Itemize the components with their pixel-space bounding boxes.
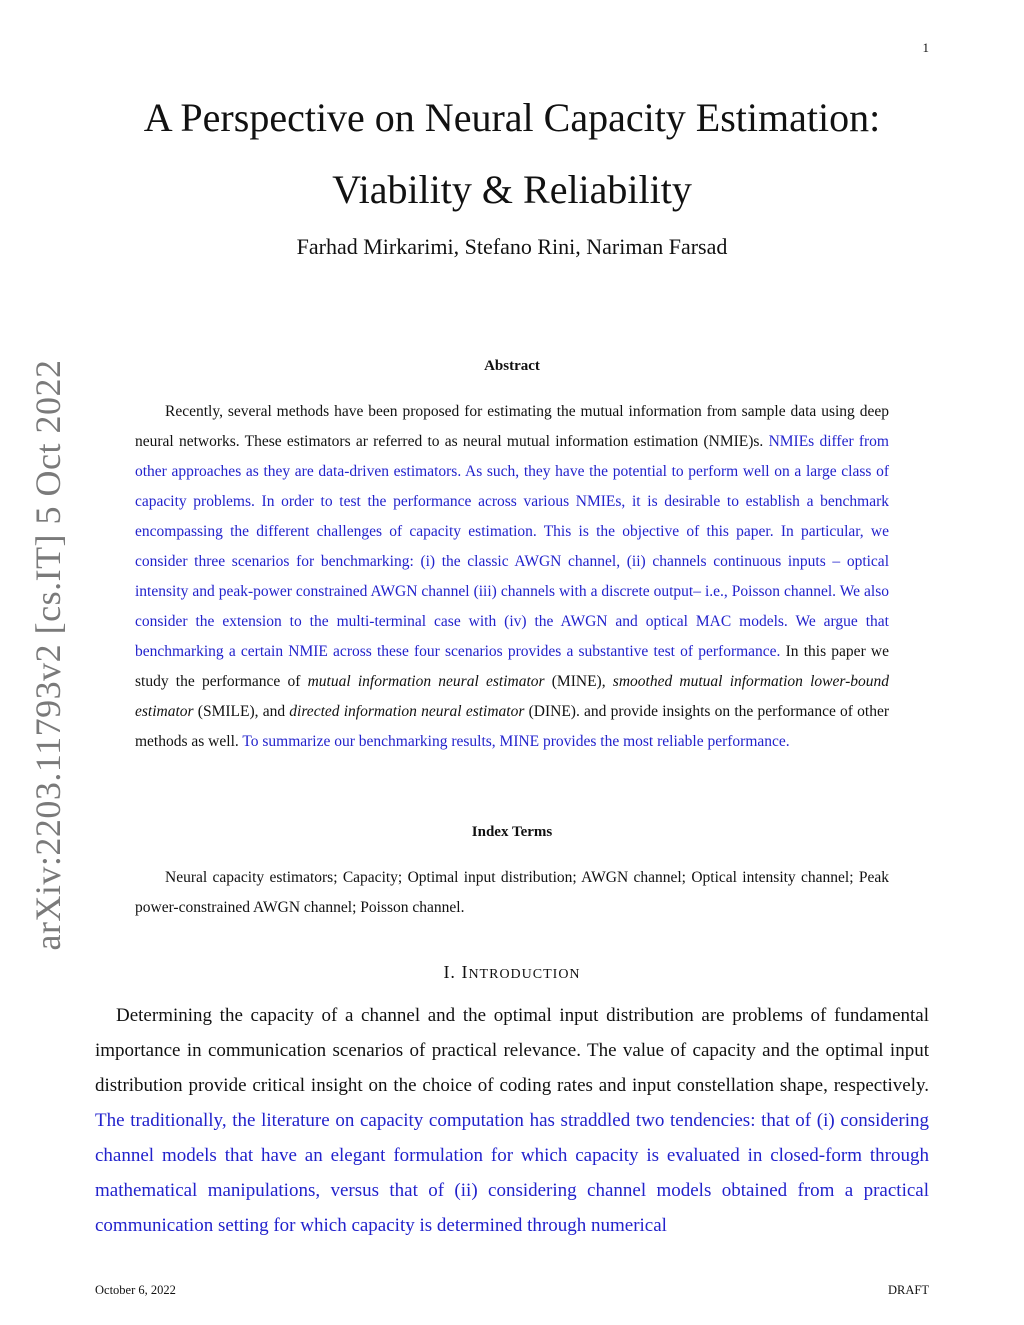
page-number: 1 [922,40,929,55]
title-line-2: Viability & Reliability [332,167,692,212]
dine-abbreviation: (DINE). and provide insights on the performance of other methods as well. [135,703,890,750]
abstract-sentence-1: Recently, several methods have been proposed for estimating the mutual information from sample data using deep neural networks. These estimators ar referred to as neural mutual information estimation (NMIE)s. [135,403,889,450]
index-terms-body: Neural capacity estimators; Capacity; Optimal input distribution; AWGN channel; Optical intensity channel; Peak power-constrained AWGN channel; Poisson channel. [135,869,889,916]
mine-abbreviation: (MINE), [551,673,606,690]
introduction-paragraph [95,998,929,1243]
section-title-initial: I [461,962,469,982]
footer-draft-label: DRAFT [888,1283,929,1297]
author-list: Farhad Mirkarimi, Stefano Rini, Nariman Farsad [296,234,728,259]
mine-name: mutual information neural estimator [307,673,545,690]
smile-name: smoothed mutual information lower-bound estimator [135,673,890,720]
section-title-smallcaps: NTRODUCTION [468,967,581,982]
abstract-body [135,397,889,757]
footer-date: October 6, 2022 [95,1283,176,1297]
abstract-study-text: In this paper we study the performance of [135,643,889,690]
title-line-1: A Perspective on Neural Capacity Estimation: [143,95,881,140]
dine-name: directed information neural estimator [289,703,525,720]
abstract-revised-text: NMIEs differ from other approaches as they are data-driven estimators. As such, they have the potential to perform well on a large class of capacity problems. In order to test the performance across various NMIEs, it is desirable to establish a benchmark encompassing the different challenges of capacity estimation. This is the objective of this paper. In particular, we consider three scenarios for benchmarking: (i) the classic AWGN channel, (ii) channels continuous inputs – optical intensity and peak-power constrained AWGN channel (iii) channels with a discrete output– i.e., Poisson channel. We also consider the extension to the multi-terminal case with (iv) the AWGN and optical MAC models. We argue that benchmarking a certain NMIE across these four scenarios provides a substantive test of performance. [135,433,889,660]
intro-text: Determining the capacity of a channel and the optimal input distribution are problems of fundamental importance in communication scenarios of practical relevance. The value of capacity and the optimal input distribution provide critical insight on the choice of coding rates and input constellation shape, respectively. [95,1005,929,1096]
smile-abbreviation: (SMILE), and [197,703,286,720]
index-terms-heading: Index Terms [471,824,553,840]
arxiv-identifier-stamp[interactable]: arXiv:2203.11793v2 [cs.IT] 5 Oct 2022 [28,359,68,951]
intro-revised-text: The traditionally, the literature on capacity computation has straddled two tendencies: that of (i) considering channel models that have an elegant formulation for which capacity is evaluated in closed-form through mathematical manipulations, versus that of (ii) considering channel models obtained from a practical communication setting for which capacity is determined through numerical [95,1110,929,1236]
section-heading-introduction [0,962,1024,983]
paper-title [0,82,1024,226]
abstract-heading: Abstract [484,358,540,374]
section-numeral: I. [443,962,456,982]
abstract-summary: To summarize our benchmarking results, MINE provides the most reliable performance. [242,733,790,750]
